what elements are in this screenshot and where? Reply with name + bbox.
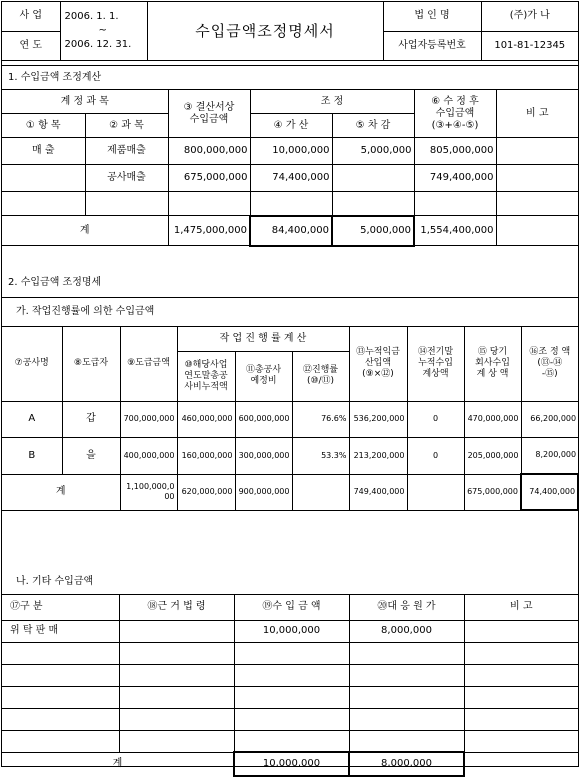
s2b-cell-law: [119, 620, 234, 642]
s2-total-cumrev: 749,400,000: [349, 474, 407, 510]
s2b-cell-law: [119, 664, 234, 686]
s1-cell-item: 매 출: [2, 138, 85, 165]
s2-cell-rate: 76.6%: [292, 401, 349, 437]
s2b-cell-note: [464, 664, 578, 686]
s2b-total-cost: 8,000,000: [349, 752, 464, 776]
s1-cell-item: [2, 192, 85, 216]
s2b-cell-note: [464, 708, 578, 730]
s1-h-item: ① 항 목: [2, 114, 85, 138]
section2a-table: [2, 270, 579, 511]
s2-cell-name: B: [2, 437, 62, 474]
s1-total-sub: 5,000,000: [332, 216, 414, 246]
s2b-cell-cost: [349, 708, 464, 730]
s1-cell-after: 749,400,000: [414, 165, 496, 192]
s1-cell-add: 10,000,000: [250, 138, 332, 165]
s2b-cell-cat: [2, 642, 119, 664]
s2-cell-client: 을: [62, 437, 120, 474]
s1-total-label: 계: [2, 216, 168, 246]
s2b-cell-cost: [349, 686, 464, 708]
s2-cell-curr: 205,000,000: [464, 437, 521, 474]
s2b-cell-note: [464, 620, 578, 642]
s2-cell-cumrev: 536,200,000: [349, 401, 407, 437]
s2-cell-adj: 66,200,000: [521, 401, 578, 437]
s1-cell-add: 74,400,000: [250, 165, 332, 192]
section1-table: [2, 65, 578, 247]
s2-h-curr: ⑮ 당기 회사수입 계 상 액: [464, 326, 521, 401]
s2-h-total-est: ⑪총공사 예정비: [235, 351, 292, 401]
s1-cell-item: [2, 165, 85, 192]
table-row: [2, 730, 578, 752]
s2-cell-rate: 53.3%: [292, 437, 349, 474]
s2-h-calc: 작 업 진 행 률 계 산: [177, 326, 349, 351]
s2-total-row: [2, 474, 578, 510]
s2-cell-adj: 8,200,000: [521, 437, 578, 474]
s2-h-rate: ⑫진행률 (⑩/⑪): [292, 351, 349, 401]
table-row: [2, 686, 578, 708]
s2-total-adj: 74,400,000: [521, 474, 578, 510]
s2b-h-rev: ⑲수 입 금 액: [234, 594, 349, 620]
period-label-1: 사 업: [2, 2, 60, 31]
s2-cell-total-est: 600,000,000: [235, 401, 292, 437]
s2-cell-contract: 700,000,000: [120, 401, 177, 437]
s1-cell-subject: 공사매출: [85, 165, 168, 192]
s2b-h-law: ⑱근 거 법 령: [119, 594, 234, 620]
s1-h-adjust: 조 정: [250, 90, 414, 114]
s2b-cell-cost: [349, 664, 464, 686]
s2b-cell-cat: [2, 730, 119, 752]
s2b-cell-rev: [234, 730, 349, 752]
section2b-table: [2, 552, 578, 777]
s2b-cell-cat: [2, 664, 119, 686]
s2b-cell-rev: 10,000,000: [234, 620, 349, 642]
s2b-cell-cat: [2, 686, 119, 708]
s2b-cell-law: [119, 730, 234, 752]
table-row: [2, 192, 578, 216]
table-row: [2, 437, 578, 474]
s1-cell-add: [250, 192, 332, 216]
bizno-value: 101-81-12345: [481, 31, 578, 60]
s1-total-note: [496, 216, 578, 246]
s2b-total-rev: 10,000,000: [234, 752, 349, 776]
s1-cell-subject: [85, 192, 168, 216]
date-to: 2006. 12. 31.: [60, 31, 147, 60]
s2-h-contract: ⑨도급금액: [120, 326, 177, 401]
bizno-label: 사업자등록번호: [383, 31, 481, 60]
s2-cell-cum: 460,000,000: [177, 401, 235, 437]
s2b-cell-law: [119, 708, 234, 730]
s2b-cell-rev: [234, 664, 349, 686]
s1-cell-note: [496, 165, 578, 192]
s2b-cell-rev: [234, 686, 349, 708]
s2b-cell-cat: 위 탁 판 매: [2, 620, 119, 642]
s2-total-label: 계: [2, 474, 120, 510]
period-label-2: 연 도: [2, 31, 60, 60]
s1-cell-book: [168, 192, 250, 216]
s2-h-adj: ⑯조 정 액 (⑬-⑭ -⑮): [521, 326, 578, 401]
s2-total-curr: 675,000,000: [464, 474, 521, 510]
s1-cell-after: [414, 192, 496, 216]
date-from: 2006. 1. 1. ~: [60, 2, 147, 31]
table-row: [2, 642, 578, 664]
s1-cell-note: [496, 192, 578, 216]
s1-cell-book: 800,000,000: [168, 138, 250, 165]
s2-h-name: ⑦공사명: [2, 326, 62, 401]
s1-total-add: 84,400,000: [250, 216, 332, 246]
s1-total-row: [2, 216, 578, 246]
s2b-cell-rev: [234, 708, 349, 730]
s2-cell-prev: 0: [407, 401, 464, 437]
s1-h-book: ③ 결산서상 수입금액: [168, 90, 250, 138]
s2b-h-cost: ⑳대 응 원 가: [349, 594, 464, 620]
s2-total-total-est: 900,000,000: [235, 474, 292, 510]
s2b-cell-cat: [2, 708, 119, 730]
s2b-h-note: 비 고: [464, 594, 578, 620]
s2-h-cumrev: ⑬누적익금 산입액 (⑨×⑫): [349, 326, 407, 401]
s2-cell-name: A: [2, 401, 62, 437]
s2b-cell-law: [119, 642, 234, 664]
table-row: [2, 664, 578, 686]
s2-cell-contract: 400,000,000: [120, 437, 177, 474]
s1-cell-sub: 5,000,000: [332, 138, 414, 165]
s1-cell-after: 805,000,000: [414, 138, 496, 165]
table-row: [2, 165, 578, 192]
form-title: 수입금액조정명세서: [147, 2, 383, 60]
s2b-cell-note: [464, 642, 578, 664]
header-table: [2, 2, 578, 61]
table-row: [2, 138, 578, 165]
s2b-cell-law: [119, 686, 234, 708]
table-row: [2, 401, 578, 437]
s1-cell-sub: [332, 165, 414, 192]
s1-h-add: ④ 가 산: [250, 114, 332, 138]
s1-h-subject: ② 과 목: [85, 114, 168, 138]
s2-h-cum: ⑩해당사업 연도말총공 사비누적액: [177, 351, 235, 401]
s2b-cell-note: [464, 730, 578, 752]
s2-cell-cumrev: 213,200,000: [349, 437, 407, 474]
s2-total-rate: [292, 474, 349, 510]
s2-cell-prev: 0: [407, 437, 464, 474]
table-row: [2, 708, 578, 730]
s1-h-account: 계 정 과 목: [2, 90, 168, 114]
s2-total-prev: [407, 474, 464, 510]
section1-title: 1. 수입금액 조정계산: [2, 66, 578, 90]
s1-cell-subject: 제품매출: [85, 138, 168, 165]
tilde: ~: [98, 25, 107, 31]
s1-h-sub: ⑤ 차 감: [332, 114, 414, 138]
s1-cell-book: 675,000,000: [168, 165, 250, 192]
s2-cell-cum: 160,000,000: [177, 437, 235, 474]
s1-h-note: 비 고: [496, 90, 578, 138]
table-row: [2, 620, 578, 642]
s2b-cell-note: [464, 686, 578, 708]
section2b-title: 나. 기타 수입금액: [2, 570, 578, 594]
form-page: [1, 1, 579, 770]
s2b-cell-cost: [349, 730, 464, 752]
s2b-cell-rev: [234, 642, 349, 664]
s2b-total-row: [2, 752, 578, 776]
s1-h-after: ⑥ 수 정 후 수입금액 (③+④-⑤): [414, 90, 496, 138]
corp-value: (주)가 나: [481, 2, 578, 31]
s1-cell-note: [496, 138, 578, 165]
s1-cell-sub: [332, 192, 414, 216]
s1-total-after: 1,554,400,000: [414, 216, 496, 246]
s1-total-book: 1,475,000,000: [168, 216, 250, 246]
corp-label: 법 인 명: [383, 2, 481, 31]
s2b-total-label: 계: [2, 752, 234, 776]
s2-cell-curr: 470,000,000: [464, 401, 521, 437]
s2-total-cum: 620,000,000: [177, 474, 235, 510]
s2-cell-total-est: 300,000,000: [235, 437, 292, 474]
s2-h-prev: ⑭전기말 누적수입 계상액: [407, 326, 464, 401]
s2-total-contract: 1,100,000,000: [120, 474, 177, 510]
section2a-title: 가. 작업진행률에 의한 수입금액: [2, 297, 578, 326]
s2-cell-client: 갑: [62, 401, 120, 437]
s2-h-client: ⑧도급자: [62, 326, 120, 401]
s2b-cell-cost: [349, 642, 464, 664]
section2-title: 2. 수입금액 조정명세: [8, 277, 102, 289]
s2b-h-cat: ⑰구 분: [2, 594, 119, 620]
s2b-cell-cost: 8,000,000: [349, 620, 464, 642]
